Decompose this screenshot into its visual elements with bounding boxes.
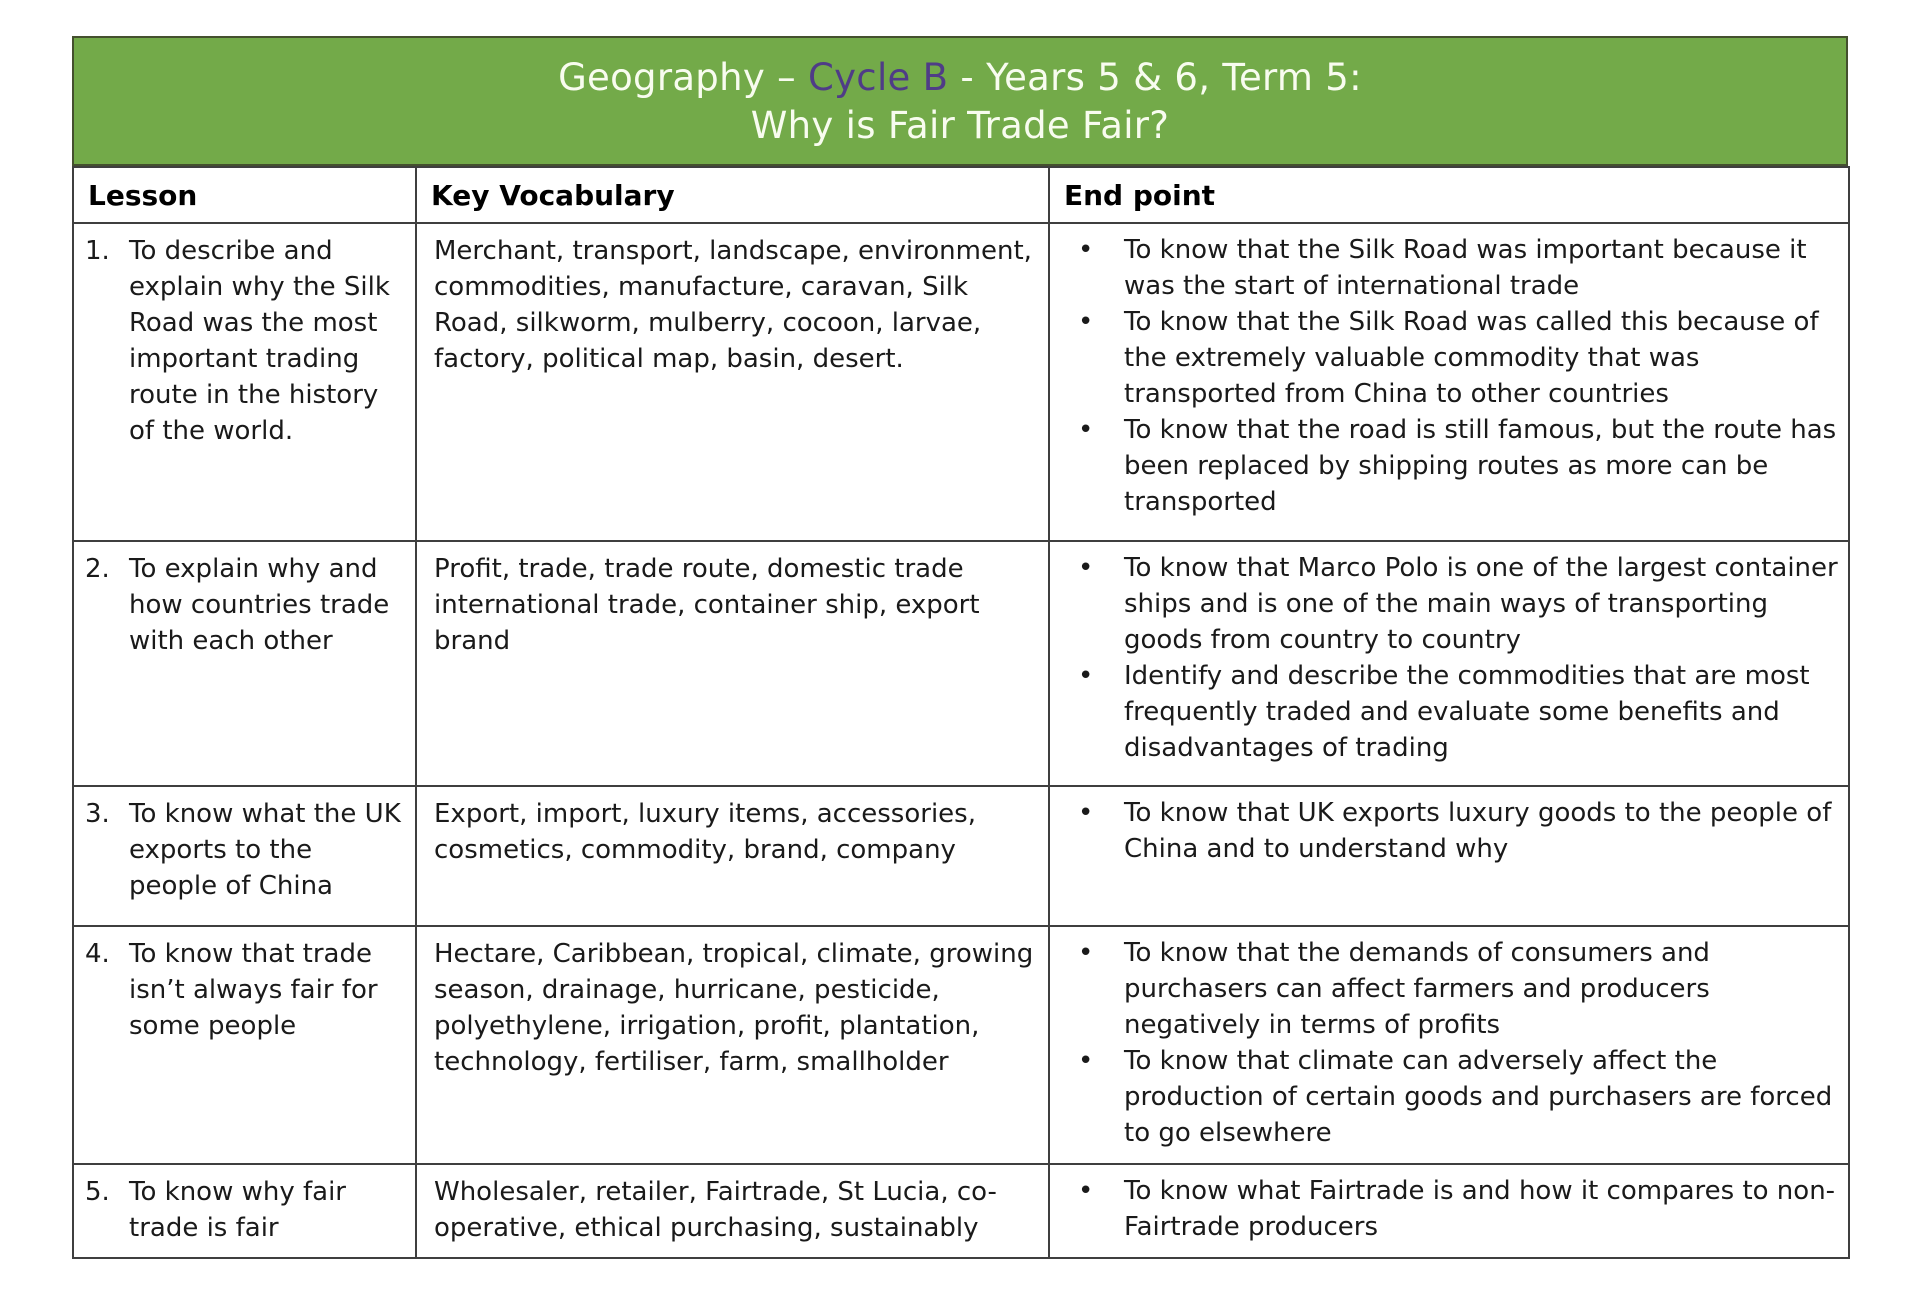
table-body [73, 223, 1849, 1258]
endpoint-list [1050, 1173, 1842, 1245]
lesson-cell [73, 1164, 416, 1258]
lesson-entry [85, 551, 407, 659]
endpoint-cell [1049, 541, 1849, 786]
endpoint-item: • To know that UK exports luxury goods to the people of China and to understand why [1050, 795, 1842, 867]
lesson-number: 5. [85, 1177, 110, 1207]
endpoint-cell [1049, 926, 1849, 1164]
vocabulary-cell: Hectare, Caribbean, tropical, climate, growing season, drainage, hurricane, pesticide, polyethylene, irrigation, profit, plantation, technology, fertiliser, farm, smallholder [416, 926, 1049, 1164]
endpoint-list [1050, 935, 1842, 1151]
table-row [73, 926, 1849, 1164]
lesson-number: 4. [85, 939, 110, 969]
endpoint-list [1050, 232, 1842, 520]
column-header-key-vocabulary: Key Vocabulary [416, 167, 1049, 223]
page-title-suffix: - Years 5 & 6, Term 5: [948, 55, 1362, 99]
page-title [558, 56, 1362, 99]
column-header-lesson: Lesson [73, 167, 416, 223]
document-page [72, 36, 1848, 1259]
vocabulary-cell: Merchant, transport, landscape, environment, commodities, manufacture, caravan, Silk Road, silkworm, mulberry, cocoon, larvae, factory, political map, basin, desert. [416, 223, 1049, 541]
lesson-entry [85, 936, 407, 1044]
lesson-number: 1. [85, 236, 110, 266]
endpoint-item: • Identify and describe the commodities that are most frequently traded and evaluate some benefits and disadvantages of trading [1050, 658, 1842, 766]
endpoint-list [1050, 550, 1842, 766]
table-row [73, 223, 1849, 541]
title-banner [72, 36, 1848, 166]
endpoint-list [1050, 795, 1842, 867]
endpoint-item: • To know that the Silk Road was important because it was the start of international trade [1050, 232, 1842, 304]
lesson-text: To explain why and how countries trade with each other [129, 554, 390, 656]
endpoint-cell [1049, 223, 1849, 541]
endpoint-item: • To know that the demands of consumers and purchasers can affect farmers and producers negatively in terms of profits [1050, 935, 1842, 1043]
lesson-cell [73, 786, 416, 926]
curriculum-table [72, 166, 1850, 1259]
endpoint-item: • To know that the Silk Road was called this because of the extremely valuable commodity that was transported from China to other countries [1050, 304, 1842, 412]
endpoint-cell [1049, 1164, 1849, 1258]
lesson-text: To know what the UK exports to the people of China [129, 799, 401, 901]
lesson-number: 3. [85, 799, 110, 829]
endpoint-cell [1049, 786, 1849, 926]
lesson-number: 2. [85, 554, 110, 584]
endpoint-item: • To know that Marco Polo is one of the largest container ships and is one of the main ways of transporting goods from country to country [1050, 550, 1842, 658]
lesson-cell [73, 223, 416, 541]
lesson-cell [73, 541, 416, 786]
table-row [73, 786, 1849, 926]
lesson-text: To know why fair trade is fair [129, 1177, 347, 1243]
endpoint-item: • To know what Fairtrade is and how it compares to non-Fairtrade producers [1050, 1173, 1842, 1245]
table-row [73, 541, 1849, 786]
vocabulary-cell: Profit, trade, trade route, domestic trade international trade, container ship, export brand [416, 541, 1049, 786]
lesson-text: To know that trade isn’t always fair for some people [129, 939, 378, 1041]
endpoint-item: • To know that climate can adversely affect the production of certain goods and purchasers are forced to go elsewhere [1050, 1043, 1842, 1151]
lesson-entry [85, 1174, 407, 1246]
lesson-cell [73, 926, 416, 1164]
lesson-text: To describe and explain why the Silk Road was the most important trading route in the history of the world. [129, 236, 390, 446]
page-title-cycle: Cycle B [807, 55, 949, 99]
page-subtitle: Why is Fair Trade Fair? [750, 103, 1170, 147]
page-title-prefix: Geography – [558, 55, 808, 99]
lesson-entry [85, 796, 407, 904]
vocabulary-cell: Export, import, luxury items, accessories, cosmetics, commodity, brand, company [416, 786, 1049, 926]
header-row [73, 167, 1849, 223]
vocabulary-cell: Wholesaler, retailer, Fairtrade, St Lucia, co-operative, ethical purchasing, sustainably [416, 1164, 1049, 1258]
column-header-end-point: End point [1049, 167, 1849, 223]
endpoint-item: • To know that the road is still famous, but the route has been replaced by shipping routes as more can be transported [1050, 412, 1842, 520]
lesson-entry [85, 233, 407, 449]
table-row [73, 1164, 1849, 1258]
